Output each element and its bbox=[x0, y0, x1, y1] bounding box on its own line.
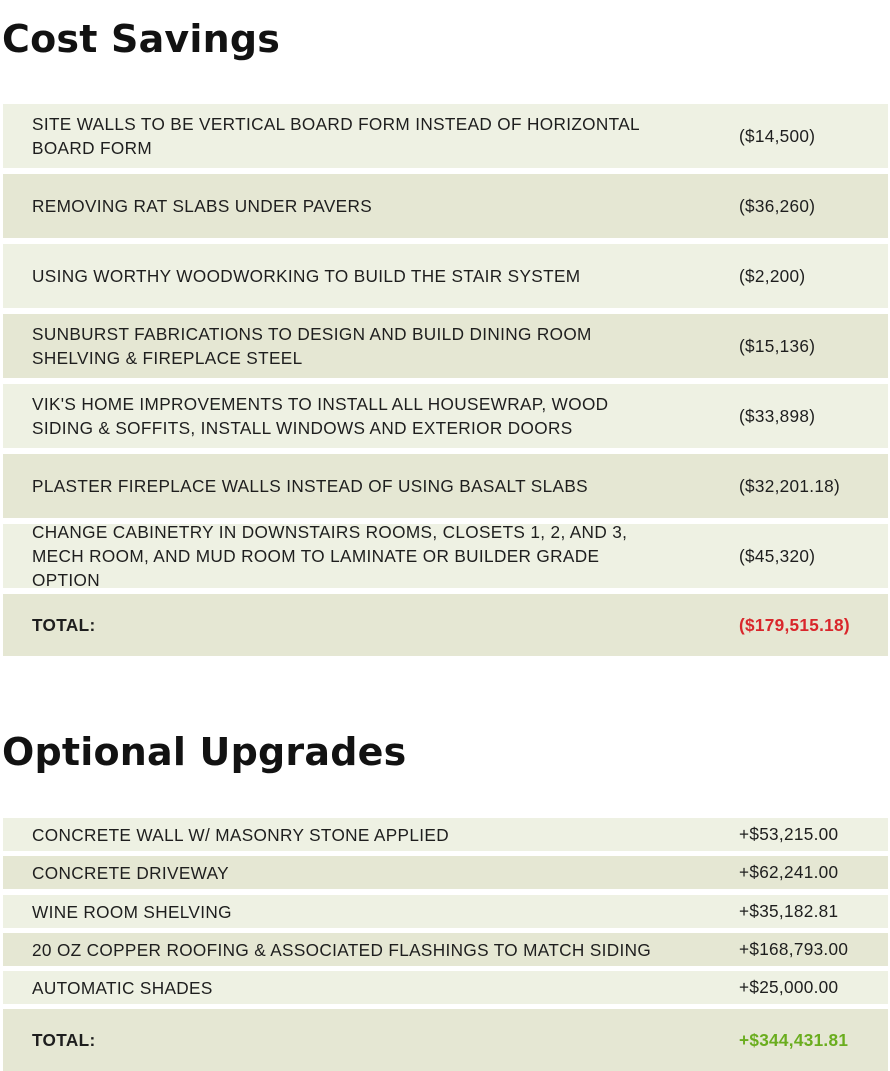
savings-description: CHANGE CABINETRY IN DOWNSTAIRS ROOMS, CLOSETS 1, 2, AND 3, MECH ROOM, AND MUD ROOM TO LAMINATE OR BUILDER GRADE OPTION bbox=[32, 522, 628, 590]
upgrade-description: WINE ROOM SHELVING bbox=[32, 901, 232, 922]
savings-amount: ($33,898) bbox=[739, 405, 816, 426]
savings-row bbox=[3, 314, 888, 378]
upgrade-row bbox=[3, 856, 888, 889]
upgrade-total-row bbox=[3, 1009, 888, 1071]
savings-amount: ($36,260) bbox=[739, 195, 816, 216]
savings-row bbox=[3, 244, 888, 308]
cost-savings-title: Cost Savings bbox=[2, 17, 281, 61]
savings-amount: ($2,200) bbox=[739, 265, 806, 286]
upgrade-amount: +$62,241.00 bbox=[739, 862, 839, 882]
savings-description: SITE WALLS TO BE VERTICAL BOARD FORM INSTEAD OF HORIZONTAL BOARD FORM bbox=[32, 114, 640, 158]
upgrade-amount: +$53,215.00 bbox=[739, 824, 839, 844]
upgrade-amount: +$35,182.81 bbox=[739, 901, 839, 921]
upgrade-row bbox=[3, 895, 888, 928]
upgrade-total-amount: +$344,431.81 bbox=[739, 1029, 849, 1050]
savings-row bbox=[3, 384, 888, 448]
savings-total-label: TOTAL: bbox=[32, 615, 96, 635]
upgrade-total-label: TOTAL: bbox=[32, 1030, 96, 1050]
savings-amount: ($32,201.18) bbox=[739, 475, 841, 496]
savings-row bbox=[3, 104, 888, 168]
upgrade-description: AUTOMATIC SHADES bbox=[32, 977, 213, 998]
optional-upgrades-title: Optional Upgrades bbox=[2, 730, 407, 774]
savings-row bbox=[3, 454, 888, 518]
savings-description: PLASTER FIREPLACE WALLS INSTEAD OF USING BASALT SLABS bbox=[32, 476, 588, 496]
savings-row bbox=[3, 174, 888, 238]
upgrade-amount: +$168,793.00 bbox=[739, 939, 849, 959]
upgrade-row bbox=[3, 818, 888, 851]
savings-description: USING WORTHY WOODWORKING TO BUILD THE STAIR SYSTEM bbox=[32, 266, 581, 286]
savings-description: VIK'S HOME IMPROVEMENTS TO INSTALL ALL HOUSEWRAP, WOOD SIDING & SOFFITS, INSTALL WINDOWS AND EXTERIOR DOORS bbox=[32, 394, 609, 438]
savings-amount: ($14,500) bbox=[739, 125, 816, 146]
savings-row bbox=[3, 524, 888, 588]
savings-description: SUNBURST FABRICATIONS TO DESIGN AND BUILD DINING ROOM SHELVING & FIREPLACE STEEL bbox=[32, 324, 592, 368]
upgrade-row bbox=[3, 933, 888, 966]
savings-total-row bbox=[3, 594, 888, 656]
upgrade-description: CONCRETE DRIVEWAY bbox=[32, 862, 229, 883]
savings-description: REMOVING RAT SLABS UNDER PAVERS bbox=[32, 196, 373, 216]
upgrade-description: 20 OZ COPPER ROOFING & ASSOCIATED FLASHINGS TO MATCH SIDING bbox=[32, 939, 652, 960]
upgrade-row bbox=[3, 971, 888, 1004]
upgrade-amount: +$25,000.00 bbox=[739, 977, 839, 997]
savings-amount: ($15,136) bbox=[739, 335, 816, 356]
upgrade-description: CONCRETE WALL W/ MASONRY STONE APPLIED bbox=[32, 824, 449, 845]
savings-total-amount: ($179,515.18) bbox=[739, 614, 850, 635]
savings-amount: ($45,320) bbox=[739, 545, 816, 566]
